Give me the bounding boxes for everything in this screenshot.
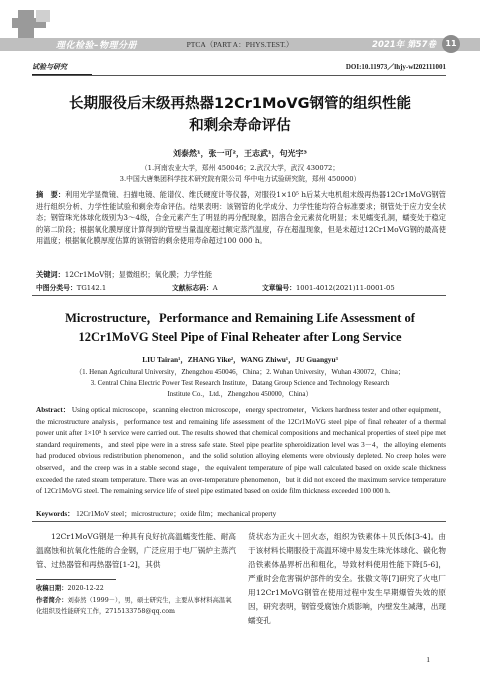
footnote-author-value: 刘泰然（1999－），男，硕士研究生，主要从事材料高温氧化组织及性能研究工作，2715133758@qq.com xyxy=(36,597,232,615)
cn-abstract-text: 利用光学显微镜、扫描电镜、能谱仪、维氏硬度计等仪器，对服役1×10⁵ h后某大电机组末级再热器12Cr1MoVG钢管进行组织分析、力学性能试验和剩余寿命评估。结果表明：该钢管的化学成分、力学性能均符合标准要求；钢管处于应力安全状态；钢管珠光体球化级别为3～4级，合金元素产生了明显的再分配现象，固溶合金元素贫化明显；未见蠕变孔洞，蠕变处于稳定的第二阶段；根据氧化膜厚度计算得到的管壁当量温度超过额定蒸汽温度，存在超温现象，但是未超过12Cr1MoVG钢的最高使用温度；根据氧化膜厚度估算的该钢管的剩余使用寿命超过100 000 h。 xyxy=(36,190,446,246)
year-volume: 2021年 第57卷 xyxy=(372,40,436,50)
en-affiliation-line3: Institute Co.，Ltd.，Zhengzhou 450000，China） xyxy=(167,390,313,398)
cn-keywords-label: 关键词： xyxy=(36,270,65,279)
cn-article-no-label: 文章编号： xyxy=(262,284,296,292)
cn-article-no xyxy=(262,282,395,292)
footnote-author-label: 作者简介： xyxy=(36,597,68,604)
abstract-end-rule xyxy=(32,521,446,522)
cn-affiliation-line1: （1.河南农业大学，郑州 450046；2.武汉大学，武汉 430072； xyxy=(140,164,340,172)
en-title-line2: 12Cr1MoVG Steel Pipe of Final Reheater after Long Service xyxy=(78,330,402,344)
cn-abstract-label: 摘 要： xyxy=(36,190,66,199)
cn-title-line2: 和剩余寿命评估 xyxy=(189,118,291,134)
en-authors: LIU Tairan¹，ZHANG Yike²，WANG Zhiwu¹，JU Guangyu³ xyxy=(142,355,338,364)
cn-authors: 刘泰然¹，张一可²，王志武¹，句光宇³ xyxy=(172,149,307,158)
cn-clc-label: 中图分类号： xyxy=(36,284,77,292)
section-rule xyxy=(32,295,446,296)
footnote-received-value: 2020-12-22 xyxy=(67,585,104,592)
en-affiliation-line1: （1. Henan Agricultural University，Zhengzhou 450046，China；2. Wuhan University，Wuhan 430072，China； xyxy=(75,368,405,376)
footnote-received xyxy=(36,584,236,595)
header-rule xyxy=(32,75,446,76)
doi: DOI:10.11973／lhjy-wl202111001 xyxy=(345,63,446,71)
issue-number: 11 xyxy=(442,35,460,53)
body-right-column: 货状态为正火＋回火态，组织为铁素体＋贝氏体[3-4]。由于该材料长期服役于高温环境中易发生珠光体球化、碳化物沿铁素体晶界析出和粗化，导致材料使用性能下降[5-6]，严重时会危害锅炉部件的安全。张傲文等[7]研究了火电厂用12Cr1MoVG钢管在使用过程中发生早期爆管失效的原因，研究表明，钢管受腐蚀介质影响，内壁发生减薄，出现蠕变孔 xyxy=(248,532,446,625)
cn-clc xyxy=(36,282,106,292)
en-keywords-text: 12Cr1MoV steel；microstructure；oxide film；mechanical property xyxy=(76,510,277,518)
cn-article-no-value: 1001-4012(2021)11-0001-05 xyxy=(295,284,395,292)
en-keywords xyxy=(36,509,276,519)
cn-title-line1: 长期服役后末级再热器12Cr1MoVG钢管的组织性能 xyxy=(68,96,412,112)
cn-keywords-text: 12Cr1MoV钢；显微组织；氧化膜；力学性能 xyxy=(64,270,213,279)
en-affiliation-line2: 3. Central China Electric Power Test Research Institute，Datang Group Science and Technology Research xyxy=(90,379,390,387)
section-label: 试验与研究 xyxy=(32,63,67,71)
cn-clc-value: TG142.1 xyxy=(76,284,107,292)
cn-doc-code xyxy=(172,282,218,292)
body-left-column: 12Cr1MoVG钢是一种具有良好抗高温蠕变性能、耐高温腐蚀和抗氧化性能的合金钢，广泛应用于电厂锅炉主蒸汽管、过热器管和再热器管[1-2]，其供 xyxy=(36,532,236,569)
en-title-line1: Microstructure，Performance and Remaining Life Assessment of xyxy=(65,311,415,325)
footnote-rule xyxy=(36,579,116,580)
cn-doc-code-label: 文献标志码： xyxy=(172,284,213,292)
journal-name: PTCA（PART A：PHYS.TEST.） xyxy=(186,40,294,49)
footnote-received-label: 收稿日期： xyxy=(36,585,68,592)
en-abstract-text: Using optical microscope，scanning electron microscope，energy spectrometer，Vickers hardness tester and other equipment，the microstructure analysis，performance test and remaining life assessment of the 12Cr1MoVG steel pipe of final reheater of a thermal power unit after 1×10⁵ h service were carried out. The results showed that chemical compositions and mechanical properties of steel pipe met standard requirements，and steel pipe were in a stress safe state. Steel pipe pearlite spheroidization level was 3－4，the alloying elements had produced obvious redistribution phenomenon，and the solid solution alloying elements were obviously depleted. No creep holes were observed，and the creep was in a stable second stage，the equivalent temperature of pipe wall calculated based on oxide scale thickness exceeded the rated steam temperature. There was an over-temperature phenomenon，but it did not exceed the maximum service temperature of 12Cr1MoVG steel. The remaining service life of steel pipe estimated based on oxide film thickness exceeded 100 000 h. xyxy=(36,406,446,496)
en-keywords-label: Keywords： xyxy=(36,510,75,518)
footnote-author xyxy=(36,596,236,617)
cn-abstract xyxy=(36,189,446,247)
cn-affiliation-line2: 3.中国大唐集团科学技术研究院有限公司 华中电力试验研究院，郑州 450000） xyxy=(119,175,361,183)
cn-doc-code-value: A xyxy=(212,284,218,292)
en-abstract-label: Abstract： xyxy=(36,406,71,414)
cn-keywords xyxy=(36,270,212,280)
en-abstract xyxy=(36,405,446,498)
page-number: 1 xyxy=(426,655,430,664)
journal-logo-text: 理化检验–物理分册 xyxy=(56,41,138,51)
